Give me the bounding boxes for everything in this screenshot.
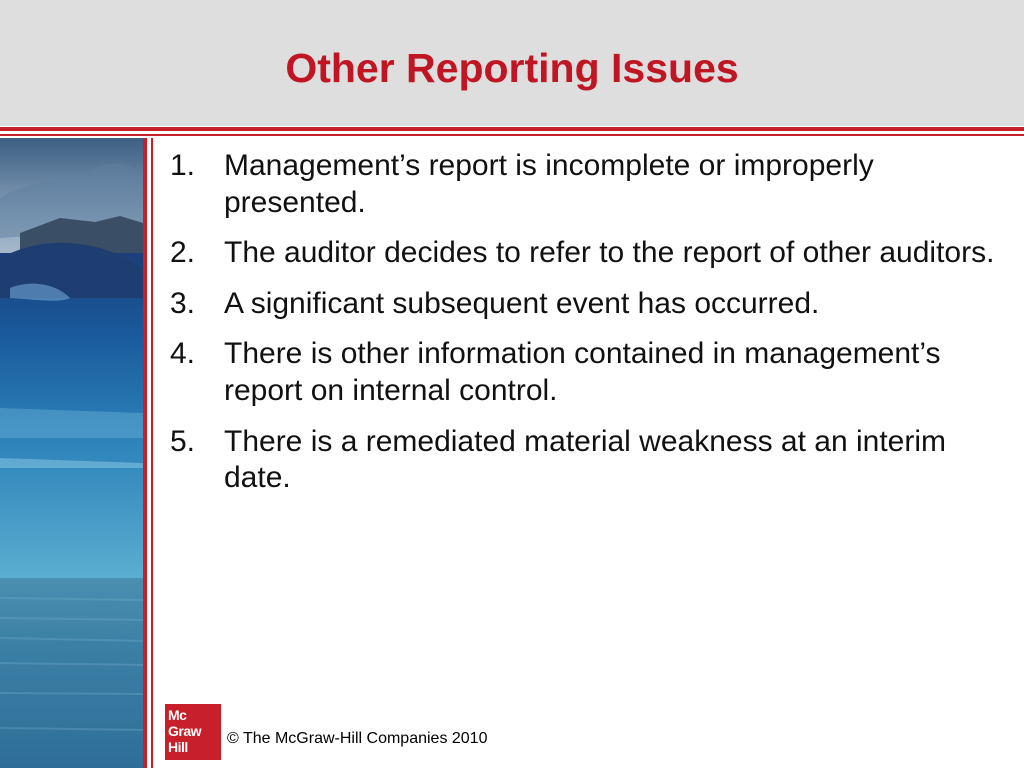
- header-rule-thin: [0, 134, 1024, 136]
- list-item: [168, 424, 1004, 497]
- list-item-number: 3.: [170, 286, 196, 320]
- slide-title-text: Other Reporting Issues: [285, 45, 739, 91]
- iceberg-photo-icon: [0, 138, 143, 768]
- list-item-number: 1.: [170, 149, 196, 182]
- list-item: [168, 336, 1004, 409]
- list-item: [168, 148, 1004, 221]
- list-item-text: The auditor decides to refer to the report of other auditors.: [224, 236, 995, 270]
- list-item-number: 4.: [170, 337, 196, 371]
- logo-line: Mc: [168, 707, 187, 723]
- list-item-text: A significant subsequent event has occurred.: [224, 286, 820, 320]
- list-item-number: 2.: [170, 236, 196, 270]
- slide-title: [0, 46, 1024, 91]
- numbered-list: [168, 148, 1004, 511]
- iceberg-image: [0, 138, 143, 768]
- list-item-text: There is a remediated material weakness at an interim date.: [224, 424, 946, 495]
- list-item: [168, 235, 1004, 272]
- copyright-text: © The McGraw-Hill Companies 2010: [227, 730, 488, 747]
- header-rule-thick: [0, 127, 1024, 131]
- list-item-text: There is other information contained in management’s report on internal control.: [224, 337, 941, 407]
- mcgraw-hill-logo-icon: [165, 704, 221, 760]
- logo-line: Graw: [168, 723, 202, 739]
- list-item: [168, 286, 1004, 323]
- list-item-text: Management’s report is incomplete or improperly presented.: [224, 149, 874, 219]
- logo-line: Hill: [168, 739, 188, 755]
- side-rule-thick: [143, 138, 147, 768]
- side-rule-thin: [151, 138, 153, 768]
- list-item-number: 5.: [170, 424, 196, 458]
